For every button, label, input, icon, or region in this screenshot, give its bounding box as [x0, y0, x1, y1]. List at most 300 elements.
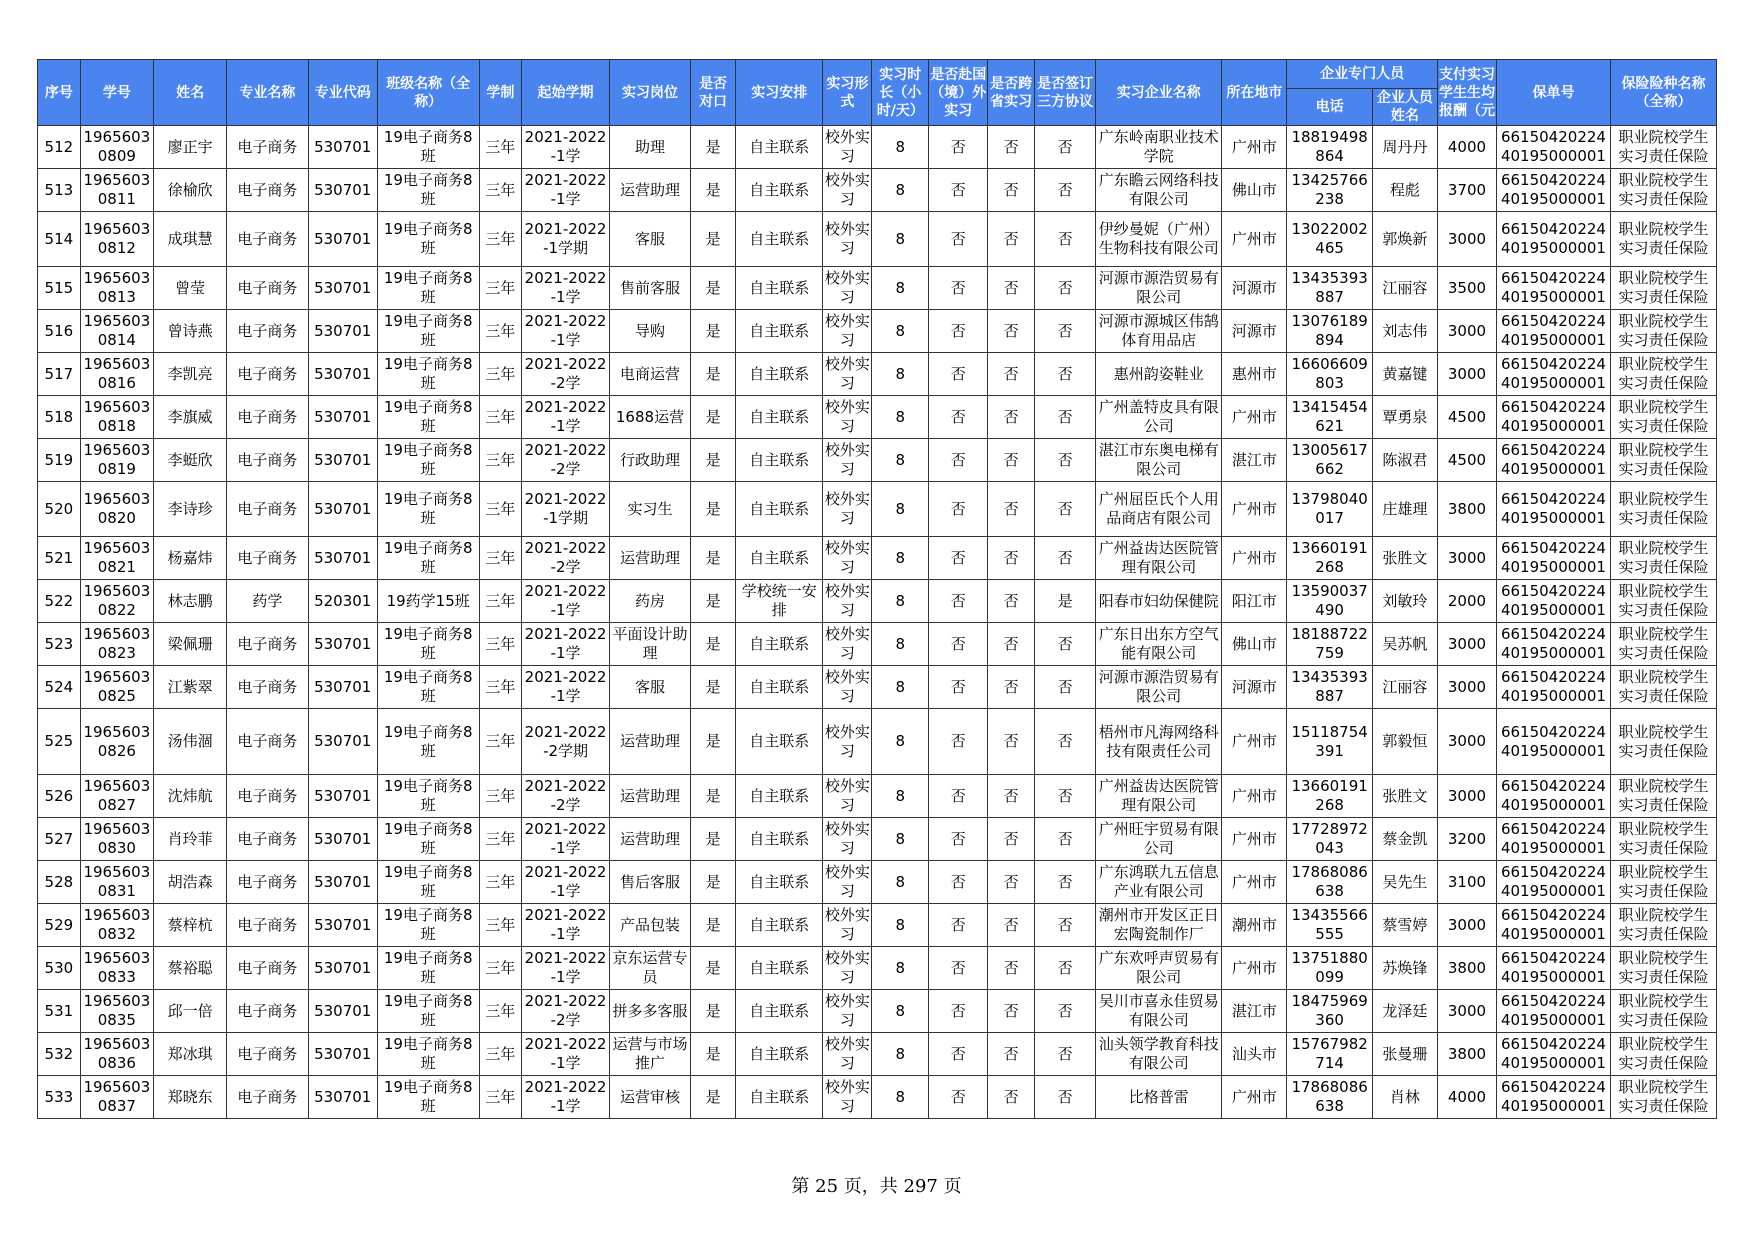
- cell-student-id: [80, 775, 153, 818]
- cell-cross-province: [988, 775, 1035, 818]
- cell-seq-text: 533: [44, 1087, 74, 1106]
- cell-class-name-text: 19电子商务8班: [383, 441, 473, 478]
- table-row: [38, 623, 1717, 666]
- cell-major-code: [308, 623, 377, 666]
- cell-abroad: [929, 396, 988, 439]
- cell-major-name-text: 电子商务: [237, 407, 298, 426]
- cell-name-text: 曾莹: [175, 278, 206, 297]
- cell-cross-province-text: 否: [1003, 548, 1019, 567]
- cell-phone-text: 13005617662: [1291, 441, 1368, 478]
- cell-arrangement-text: 自主联系: [749, 407, 810, 426]
- cell-contact-name: [1372, 709, 1437, 775]
- cell-contact-name: [1372, 623, 1437, 666]
- cell-matched: [691, 126, 736, 169]
- cell-tripartite-text: 否: [1057, 407, 1073, 426]
- cell-city: [1222, 580, 1287, 623]
- col-header-arrangement: 实习安排: [735, 60, 823, 126]
- cell-tripartite-text: 否: [1057, 872, 1073, 891]
- cell-matched: [691, 1076, 736, 1119]
- cell-city-text: 湛江市: [1231, 450, 1277, 469]
- cell-abroad: [929, 537, 988, 580]
- cell-start-term: [522, 212, 610, 267]
- cell-insurance: [1610, 353, 1716, 396]
- cell-abroad-text: 否: [950, 958, 966, 977]
- cell-matched-text: 是: [705, 634, 721, 653]
- cell-arrangement-text: 自主联系: [749, 180, 810, 199]
- cell-company-text: 汕头领学教育科技有限公司: [1098, 1035, 1219, 1072]
- table-row: [38, 775, 1717, 818]
- cell-major-code: [308, 990, 377, 1033]
- cell-company: [1096, 904, 1222, 947]
- cell-company-text: 梧州市凡海网络科技有限责任公司: [1098, 722, 1219, 760]
- cell-tripartite: [1035, 947, 1096, 990]
- cell-student-id: [80, 537, 153, 580]
- cell-student-id-text: 19656030816: [83, 355, 151, 392]
- cell-salary-text: 3000: [1447, 634, 1487, 653]
- cell-city: [1222, 623, 1287, 666]
- col-header-contact-name: 企业人员姓名: [1372, 89, 1437, 126]
- cell-abroad-text: 否: [950, 1044, 966, 1063]
- cell-abroad-text: 否: [950, 548, 966, 567]
- cell-name: [153, 439, 226, 482]
- cell-arrangement: [735, 267, 823, 310]
- cell-major-code-text: 530701: [314, 634, 372, 653]
- cell-length-text: 三年: [485, 450, 516, 469]
- cell-cross-province-text: 否: [1003, 229, 1019, 248]
- cell-seq: [38, 709, 81, 775]
- cell-seq: [38, 439, 81, 482]
- cell-form: [823, 267, 872, 310]
- cell-hours-text: 8: [895, 634, 906, 653]
- cell-salary: [1437, 861, 1496, 904]
- cell-policy-no: [1496, 709, 1610, 775]
- cell-insurance: [1610, 439, 1716, 482]
- cell-major-name-text: 电子商务: [237, 915, 298, 934]
- cell-abroad-text: 否: [950, 407, 966, 426]
- cell-start-term: [522, 623, 610, 666]
- cell-seq-text: 514: [44, 229, 74, 248]
- cell-hours-text: 8: [895, 915, 906, 934]
- cell-name-text: 郑冰琪: [167, 1044, 213, 1063]
- cell-arrangement: [735, 1033, 823, 1076]
- cell-length-text: 三年: [485, 958, 516, 977]
- cell-hours: [872, 775, 929, 818]
- cell-class-name-text: 19电子商务8班: [383, 625, 473, 662]
- cell-policy-no: [1496, 212, 1610, 267]
- cell-insurance-text: 职业院校学生实习责任保险: [1618, 820, 1709, 857]
- cell-matched-text: 是: [705, 958, 721, 977]
- cell-class-name-text: 19电子商务8班: [383, 269, 473, 306]
- cell-major-name-text: 电子商务: [237, 229, 298, 248]
- cell-length: [479, 537, 522, 580]
- cell-insurance: [1610, 709, 1716, 775]
- cell-class-name: [377, 482, 479, 537]
- cell-major-name-text: 电子商务: [237, 786, 298, 805]
- cell-salary-text: 3100: [1447, 872, 1487, 891]
- cell-insurance: [1610, 212, 1716, 267]
- cell-start-term: [522, 126, 610, 169]
- cell-seq: [38, 666, 81, 709]
- cell-salary-text: 2000: [1447, 591, 1487, 610]
- cell-policy-no-text: 6615042022440195000001: [1500, 863, 1606, 900]
- cell-form-text: 校外实习: [824, 668, 870, 705]
- cell-cross-province-text: 否: [1003, 732, 1019, 750]
- cell-start-term-text: 2021-2022-1学: [524, 668, 607, 705]
- cell-seq-text: 520: [44, 499, 74, 518]
- cell-class-name-text: 19电子商务8班: [383, 312, 473, 349]
- cell-major-name-text: 电子商务: [237, 364, 298, 383]
- cell-hours: [872, 580, 929, 623]
- cell-abroad: [929, 861, 988, 904]
- cell-class-name: [377, 666, 479, 709]
- cell-insurance: [1610, 775, 1716, 818]
- cell-company-text: 河源市源浩贸易有限公司: [1098, 269, 1219, 306]
- table-row: [38, 580, 1717, 623]
- cell-name-text: 李诗珍: [167, 499, 213, 518]
- cell-tripartite-text: 否: [1057, 1087, 1073, 1106]
- cell-insurance: [1610, 818, 1716, 861]
- cell-tripartite-text: 否: [1057, 677, 1073, 696]
- cell-arrangement-text: 自主联系: [749, 137, 810, 156]
- cell-salary: [1437, 169, 1496, 212]
- cell-student-id: [80, 709, 153, 775]
- cell-matched: [691, 396, 736, 439]
- cell-student-id: [80, 212, 153, 267]
- cell-student-id: [80, 353, 153, 396]
- cell-major-name: [227, 212, 308, 267]
- cell-city-text: 广州市: [1231, 786, 1277, 805]
- cell-cross-province-text: 否: [1003, 364, 1019, 383]
- cell-cross-province-text: 否: [1003, 829, 1019, 848]
- cell-seq: [38, 267, 81, 310]
- cell-cross-province: [988, 1076, 1035, 1119]
- cell-city-text: 广州市: [1231, 829, 1277, 848]
- cell-salary: [1437, 126, 1496, 169]
- cell-hours-text: 8: [895, 229, 906, 248]
- cell-student-id: [80, 990, 153, 1033]
- cell-length-text: 三年: [485, 786, 516, 805]
- cell-seq: [38, 1033, 81, 1076]
- cell-salary: [1437, 537, 1496, 580]
- cell-insurance: [1610, 537, 1716, 580]
- cell-length: [479, 904, 522, 947]
- cell-cross-province: [988, 904, 1035, 947]
- cell-major-code-text: 530701: [314, 915, 372, 934]
- cell-major-code: [308, 126, 377, 169]
- cell-arrangement: [735, 1076, 823, 1119]
- cell-arrangement-text: 自主联系: [749, 278, 810, 297]
- cell-major-code-text: 530701: [314, 1087, 372, 1106]
- cell-policy-no: [1496, 580, 1610, 623]
- table-row: [38, 818, 1717, 861]
- cell-position-text: 运营助理: [619, 732, 680, 750]
- cell-city: [1222, 1033, 1287, 1076]
- cell-start-term: [522, 310, 610, 353]
- cell-policy-no: [1496, 1076, 1610, 1119]
- cell-form-text: 校外实习: [824, 1035, 870, 1072]
- cell-class-name: [377, 990, 479, 1033]
- cell-abroad-text: 否: [950, 321, 966, 340]
- cell-policy-no-text: 6615042022440195000001: [1500, 128, 1606, 165]
- cell-company-text: 广州屈臣氏个人用品商店有限公司: [1098, 490, 1219, 527]
- cell-class-name-text: 19电子商务8班: [383, 668, 473, 705]
- internship-table: [37, 59, 1717, 1119]
- cell-major-code: [308, 482, 377, 537]
- cell-cross-province-text: 否: [1003, 677, 1019, 696]
- cell-seq: [38, 126, 81, 169]
- cell-name-text: 江紫翠: [167, 677, 213, 696]
- cell-length: [479, 861, 522, 904]
- cell-cross-province: [988, 169, 1035, 212]
- cell-class-name-text: 19电子商务8班: [383, 220, 473, 257]
- cell-city: [1222, 666, 1287, 709]
- col-header-abroad: [929, 60, 988, 126]
- table-row: [38, 212, 1717, 267]
- col-header-class-name: 班级名称（全称）: [377, 60, 479, 126]
- cell-salary-text: 3000: [1447, 1001, 1487, 1020]
- cell-class-name-text: 19电子商务8班: [383, 992, 473, 1029]
- cell-hours-text: 8: [895, 1001, 906, 1020]
- cell-hours-text: 8: [895, 548, 906, 567]
- cell-student-id-text: 19656030826: [83, 722, 151, 760]
- cell-policy-no-text: 6615042022440195000001: [1500, 906, 1606, 943]
- cell-city: [1222, 537, 1287, 580]
- cell-abroad-text: 否: [950, 1087, 966, 1106]
- cell-hours-text: 8: [895, 321, 906, 340]
- cell-phone-text: 13798040017: [1291, 490, 1368, 527]
- cell-length: [479, 396, 522, 439]
- cell-major-code: [308, 212, 377, 267]
- cell-name: [153, 861, 226, 904]
- cell-start-term-text: 2021-2022-1学期: [524, 220, 607, 257]
- cell-contact-name-text: 张曼珊: [1382, 1044, 1428, 1063]
- col-header-major-name: 专业名称: [227, 60, 308, 126]
- cell-phone: [1287, 990, 1372, 1033]
- cell-arrangement-text: 自主联系: [749, 915, 810, 934]
- col-header-major-code: 专业代码: [308, 60, 377, 126]
- cell-company-text: 比格普雷: [1128, 1087, 1189, 1106]
- cell-matched: [691, 482, 736, 537]
- cell-insurance: [1610, 310, 1716, 353]
- cell-city: [1222, 861, 1287, 904]
- cell-name-text: 林志鹏: [167, 591, 213, 610]
- cell-cross-province-text: 否: [1003, 1001, 1019, 1020]
- cell-arrangement-text: 自主联系: [749, 677, 810, 696]
- cell-contact-name: [1372, 580, 1437, 623]
- cell-major-name-text: 电子商务: [237, 1001, 298, 1020]
- cell-major-name-text: 电子商务: [237, 872, 298, 891]
- cell-city: [1222, 169, 1287, 212]
- cell-matched-text: 是: [705, 137, 721, 156]
- cell-phone: [1287, 818, 1372, 861]
- cell-tripartite-text: 否: [1057, 786, 1073, 805]
- cell-salary: [1437, 267, 1496, 310]
- cell-seq-text: 531: [44, 1001, 74, 1020]
- cell-hours: [872, 353, 929, 396]
- cell-start-term-text: 2021-2022-1学: [524, 128, 607, 165]
- cell-length: [479, 1076, 522, 1119]
- cell-abroad: [929, 169, 988, 212]
- cell-hours-text: 8: [895, 677, 906, 696]
- cell-tripartite: [1035, 709, 1096, 775]
- cell-major-name: [227, 990, 308, 1033]
- cell-salary-text: 3000: [1447, 548, 1487, 567]
- cell-class-name: [377, 623, 479, 666]
- cell-phone-text: 13660191268: [1291, 777, 1368, 814]
- cell-major-code: [308, 775, 377, 818]
- table-row: [38, 990, 1717, 1033]
- cell-name: [153, 947, 226, 990]
- cell-policy-no: [1496, 537, 1610, 580]
- table-row: [38, 709, 1717, 775]
- cell-major-name-text: 电子商务: [237, 450, 298, 469]
- cell-hours-text: 8: [895, 364, 906, 383]
- cell-phone-text: 15767982714: [1291, 1035, 1368, 1072]
- cell-contact-name-text: 江丽容: [1382, 677, 1428, 696]
- cell-arrangement-text: 自主联系: [749, 786, 810, 805]
- cell-name: [153, 482, 226, 537]
- cell-form: [823, 666, 872, 709]
- cell-insurance: [1610, 396, 1716, 439]
- col-header-form: 实习形式: [823, 60, 872, 126]
- cell-abroad-text: 否: [950, 915, 966, 934]
- cell-major-code: [308, 310, 377, 353]
- cell-phone-text: 18188722759: [1291, 625, 1368, 662]
- cell-city-text: 佛山市: [1231, 634, 1277, 653]
- cell-policy-no-text: 6615042022440195000001: [1500, 490, 1606, 527]
- table-body: [38, 126, 1717, 1119]
- cell-class-name: [377, 947, 479, 990]
- cell-length-text: 三年: [485, 548, 516, 567]
- col-header-matched: 是否对口: [691, 60, 736, 126]
- cell-contact-name: [1372, 666, 1437, 709]
- cell-major-code: [308, 396, 377, 439]
- cell-company-text: 伊纱曼妮（广州）生物科技有限公司: [1098, 220, 1219, 257]
- cell-major-name-text: 电子商务: [237, 829, 298, 848]
- cell-contact-name-text: 吴苏帆: [1382, 634, 1428, 653]
- cell-matched: [691, 623, 736, 666]
- cell-contact-name-text: 苏焕锋: [1382, 958, 1428, 977]
- cell-hours: [872, 537, 929, 580]
- cell-name: [153, 1076, 226, 1119]
- cell-salary: [1437, 990, 1496, 1033]
- cell-policy-no: [1496, 126, 1610, 169]
- cell-arrangement-text: 自主联系: [749, 958, 810, 977]
- cell-start-term-text: 2021-2022-1学: [524, 863, 607, 900]
- cell-phone: [1287, 126, 1372, 169]
- cell-arrangement: [735, 861, 823, 904]
- cell-hours: [872, 904, 929, 947]
- cell-major-name-text: 电子商务: [237, 137, 298, 156]
- cell-contact-name-text: 刘志伟: [1382, 321, 1428, 340]
- cell-major-code-text: 530701: [314, 786, 372, 805]
- cell-tripartite-text: 否: [1057, 634, 1073, 653]
- cell-contact-name: [1372, 775, 1437, 818]
- cell-cross-province: [988, 666, 1035, 709]
- cell-contact-name-text: 陈淑君: [1382, 450, 1428, 469]
- cell-city-text: 汕头市: [1231, 1044, 1277, 1063]
- cell-start-term: [522, 537, 610, 580]
- cell-name-text: 徐榆欣: [167, 180, 213, 199]
- cell-student-id-text: 19656030813: [83, 269, 151, 306]
- cell-form-text: 校外实习: [824, 220, 870, 257]
- cell-abroad: [929, 775, 988, 818]
- cell-city-text: 广州市: [1231, 499, 1277, 518]
- cell-cross-province: [988, 861, 1035, 904]
- cell-start-term: [522, 396, 610, 439]
- cell-form: [823, 861, 872, 904]
- cell-major-name-text: 药学: [252, 591, 283, 610]
- cell-abroad-text: 否: [950, 278, 966, 297]
- cell-salary-text: 3000: [1447, 364, 1487, 383]
- cell-arrangement: [735, 947, 823, 990]
- cell-name: [153, 212, 226, 267]
- cell-form-text: 校外实习: [824, 949, 870, 986]
- cell-student-id: [80, 947, 153, 990]
- cell-tripartite: [1035, 623, 1096, 666]
- cell-policy-no-text: 6615042022440195000001: [1500, 398, 1606, 435]
- cell-cross-province-text: 否: [1003, 1044, 1019, 1063]
- cell-contact-name-text: 吴先生: [1382, 872, 1428, 891]
- cell-phone: [1287, 775, 1372, 818]
- cell-seq: [38, 310, 81, 353]
- cell-company: [1096, 990, 1222, 1033]
- cell-start-term: [522, 904, 610, 947]
- cell-class-name-text: 19电子商务8班: [383, 1078, 473, 1115]
- cell-hours-text: 8: [895, 180, 906, 199]
- cell-major-name-text: 电子商务: [237, 677, 298, 696]
- cell-start-term: [522, 775, 610, 818]
- cell-student-id: [80, 310, 153, 353]
- cell-position-text: 售后客服: [619, 872, 680, 891]
- cell-student-id-text: 19656030809: [83, 128, 151, 165]
- cell-policy-no-text: 6615042022440195000001: [1500, 1035, 1606, 1072]
- cell-city: [1222, 396, 1287, 439]
- cell-matched-text: 是: [705, 229, 721, 248]
- cell-seq: [38, 212, 81, 267]
- cell-major-code-text: 530701: [314, 364, 372, 383]
- col-header-name: 姓名: [153, 60, 226, 126]
- cell-abroad-text: 否: [950, 634, 966, 653]
- cell-class-name: [377, 861, 479, 904]
- cell-major-name: [227, 482, 308, 537]
- cell-salary-text: 3000: [1447, 786, 1487, 805]
- cell-cross-province: [988, 580, 1035, 623]
- cell-phone-text: 13022002465: [1291, 220, 1368, 257]
- cell-contact-name-text: 蔡金凯: [1382, 829, 1428, 848]
- cell-matched: [691, 1033, 736, 1076]
- cell-seq: [38, 818, 81, 861]
- cell-salary: [1437, 396, 1496, 439]
- cell-class-name: [377, 904, 479, 947]
- cell-hours-text: 8: [895, 137, 906, 156]
- cell-form: [823, 310, 872, 353]
- cell-length: [479, 353, 522, 396]
- cell-class-name: [377, 818, 479, 861]
- cell-tripartite: [1035, 353, 1096, 396]
- cell-insurance-text: 职业院校学生实习责任保险: [1618, 171, 1709, 208]
- cell-class-name-text: 19电子商务8班: [383, 490, 473, 527]
- cell-start-term-text: 2021-2022-1学: [524, 171, 607, 208]
- cell-major-name-text: 电子商务: [237, 634, 298, 653]
- cell-major-code-text: 520301: [314, 591, 372, 610]
- cell-seq-text: 516: [44, 321, 74, 340]
- cell-insurance: [1610, 1033, 1716, 1076]
- cell-abroad-text: 否: [950, 872, 966, 891]
- cell-name-text: 汤伟涸: [167, 732, 213, 750]
- cell-abroad-text: 否: [950, 591, 966, 610]
- cell-seq-text: 513: [44, 180, 74, 199]
